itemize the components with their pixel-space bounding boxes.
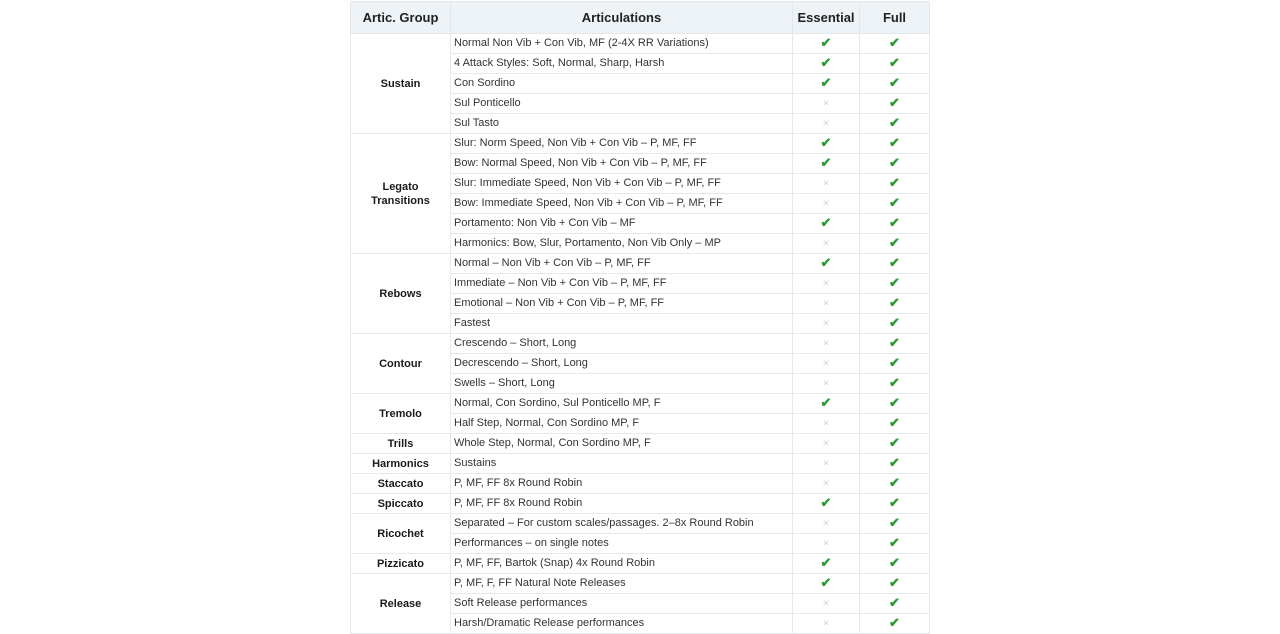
check-icon: ✔ bbox=[820, 75, 832, 90]
table-row bbox=[351, 434, 930, 454]
full-cell bbox=[860, 54, 930, 74]
check-icon: ✔ bbox=[820, 35, 832, 50]
full-cell bbox=[860, 454, 930, 474]
full-cell bbox=[860, 114, 930, 134]
essential-cell bbox=[793, 74, 860, 94]
cross-icon: ✕ bbox=[822, 418, 830, 428]
check-icon: ✔ bbox=[889, 435, 900, 450]
articulation-cell: Whole Step, Normal, Con Sordino MP, F bbox=[451, 434, 793, 454]
cross-icon: ✕ bbox=[822, 298, 830, 308]
essential-cell bbox=[793, 534, 860, 554]
articulation-cell: Portamento: Non Vib + Con Vib – MF bbox=[451, 214, 793, 234]
cross-icon: ✕ bbox=[822, 238, 830, 248]
articulation-cell: Normal Non Vib + Con Vib, MF (2-4X RR Variations) bbox=[451, 34, 793, 54]
articulation-cell: Sul Ponticello bbox=[451, 94, 793, 114]
essential-cell bbox=[793, 94, 860, 114]
check-icon: ✔ bbox=[889, 595, 900, 610]
articulation-cell: Half Step, Normal, Con Sordino MP, F bbox=[451, 414, 793, 434]
full-cell bbox=[860, 394, 930, 414]
artic-group-cell: Trills bbox=[351, 434, 451, 454]
check-icon: ✔ bbox=[820, 495, 832, 510]
full-cell bbox=[860, 254, 930, 274]
essential-cell bbox=[793, 134, 860, 154]
table-row bbox=[351, 34, 930, 54]
articulation-cell: Soft Release performances bbox=[451, 594, 793, 614]
full-cell bbox=[860, 414, 930, 434]
full-cell bbox=[860, 494, 930, 514]
cross-icon: ✕ bbox=[822, 278, 830, 288]
cross-icon: ✕ bbox=[822, 478, 830, 488]
header-row bbox=[351, 2, 930, 34]
cross-icon: ✕ bbox=[822, 198, 830, 208]
full-cell bbox=[860, 194, 930, 214]
full-cell bbox=[860, 74, 930, 94]
check-icon: ✔ bbox=[889, 315, 900, 330]
full-cell bbox=[860, 154, 930, 174]
cross-icon: ✕ bbox=[822, 358, 830, 368]
check-icon: ✔ bbox=[889, 375, 900, 390]
full-cell bbox=[860, 294, 930, 314]
essential-cell bbox=[793, 214, 860, 234]
check-icon: ✔ bbox=[820, 215, 832, 230]
check-icon: ✔ bbox=[889, 295, 900, 310]
articulation-cell: Con Sordino bbox=[451, 74, 793, 94]
check-icon: ✔ bbox=[820, 155, 832, 170]
articulation-cell: Sustains bbox=[451, 454, 793, 474]
artic-group-cell: Legato Transitions bbox=[351, 134, 451, 254]
check-icon: ✔ bbox=[889, 555, 900, 570]
check-icon: ✔ bbox=[889, 575, 900, 590]
table-row bbox=[351, 474, 930, 494]
table-row bbox=[351, 454, 930, 474]
check-icon: ✔ bbox=[889, 415, 900, 430]
cross-icon: ✕ bbox=[822, 458, 830, 468]
full-cell bbox=[860, 554, 930, 574]
check-icon: ✔ bbox=[889, 495, 900, 510]
table-row bbox=[351, 574, 930, 594]
full-cell bbox=[860, 274, 930, 294]
table-row bbox=[351, 554, 930, 574]
cross-icon: ✕ bbox=[822, 518, 830, 528]
check-icon: ✔ bbox=[889, 535, 900, 550]
articulation-cell: Harmonics: Bow, Slur, Portamento, Non Vib Only – MP bbox=[451, 234, 793, 254]
essential-cell bbox=[793, 614, 860, 634]
artic-group-cell: Sustain bbox=[351, 34, 451, 134]
check-icon: ✔ bbox=[889, 215, 900, 230]
check-icon: ✔ bbox=[889, 235, 900, 250]
cross-icon: ✕ bbox=[822, 438, 830, 448]
articulation-cell: P, MF, FF 8x Round Robin bbox=[451, 474, 793, 494]
articulation-cell: Immediate – Non Vib + Con Vib – P, MF, FF bbox=[451, 274, 793, 294]
essential-cell bbox=[793, 494, 860, 514]
articulation-cell: Crescendo – Short, Long bbox=[451, 334, 793, 354]
essential-cell bbox=[793, 374, 860, 394]
check-icon: ✔ bbox=[889, 455, 900, 470]
articulation-cell: Performances – on single notes bbox=[451, 534, 793, 554]
essential-cell bbox=[793, 294, 860, 314]
check-icon: ✔ bbox=[889, 55, 900, 70]
articulation-cell: Bow: Immediate Speed, Non Vib + Con Vib – P, MF, FF bbox=[451, 194, 793, 214]
articulation-cell: Harsh/Dramatic Release performances bbox=[451, 614, 793, 634]
full-cell bbox=[860, 174, 930, 194]
check-icon: ✔ bbox=[889, 355, 900, 370]
full-cell bbox=[860, 614, 930, 634]
check-icon: ✔ bbox=[889, 615, 900, 630]
full-cell bbox=[860, 34, 930, 54]
check-icon: ✔ bbox=[820, 575, 832, 590]
artic-group-cell: Spiccato bbox=[351, 494, 451, 514]
check-icon: ✔ bbox=[820, 555, 832, 570]
essential-cell bbox=[793, 34, 860, 54]
essential-cell bbox=[793, 114, 860, 134]
cross-icon: ✕ bbox=[822, 178, 830, 188]
essential-cell bbox=[793, 514, 860, 534]
essential-cell bbox=[793, 174, 860, 194]
cross-icon: ✕ bbox=[822, 598, 830, 608]
essential-cell bbox=[793, 434, 860, 454]
artic-group-cell: Pizzicato bbox=[351, 554, 451, 574]
articulation-table bbox=[350, 1, 930, 634]
articulation-cell: Emotional – Non Vib + Con Vib – P, MF, FF bbox=[451, 294, 793, 314]
full-cell bbox=[860, 374, 930, 394]
essential-cell bbox=[793, 554, 860, 574]
essential-cell bbox=[793, 474, 860, 494]
table-row bbox=[351, 394, 930, 414]
cross-icon: ✕ bbox=[822, 338, 830, 348]
check-icon: ✔ bbox=[889, 75, 900, 90]
check-icon: ✔ bbox=[889, 335, 900, 350]
full-cell bbox=[860, 234, 930, 254]
check-icon: ✔ bbox=[889, 155, 900, 170]
full-cell bbox=[860, 434, 930, 454]
articulation-cell: Separated – For custom scales/passages. 2–8x Round Robin bbox=[451, 514, 793, 534]
table-row bbox=[351, 254, 930, 274]
artic-group-cell: Contour bbox=[351, 334, 451, 394]
table-row bbox=[351, 334, 930, 354]
artic-group-cell: Ricochet bbox=[351, 514, 451, 554]
full-cell bbox=[860, 474, 930, 494]
full-cell bbox=[860, 314, 930, 334]
essential-cell bbox=[793, 54, 860, 74]
check-icon: ✔ bbox=[889, 135, 900, 150]
table-header bbox=[351, 2, 930, 34]
check-icon: ✔ bbox=[889, 195, 900, 210]
table-body bbox=[351, 34, 930, 634]
articulation-cell: P, MF, F, FF Natural Note Releases bbox=[451, 574, 793, 594]
full-cell bbox=[860, 354, 930, 374]
table-row bbox=[351, 514, 930, 534]
articulation-cell: Sul Tasto bbox=[451, 114, 793, 134]
essential-cell bbox=[793, 394, 860, 414]
articulation-cell: 4 Attack Styles: Soft, Normal, Sharp, Harsh bbox=[451, 54, 793, 74]
full-cell bbox=[860, 94, 930, 114]
check-icon: ✔ bbox=[889, 115, 900, 130]
essential-cell bbox=[793, 314, 860, 334]
artic-group-cell: Release bbox=[351, 574, 451, 634]
cross-icon: ✕ bbox=[822, 378, 830, 388]
essential-cell bbox=[793, 594, 860, 614]
header-articulations: Articulations bbox=[451, 2, 793, 34]
check-icon: ✔ bbox=[820, 55, 832, 70]
articulation-cell: Slur: Immediate Speed, Non Vib + Con Vib – P, MF, FF bbox=[451, 174, 793, 194]
full-cell bbox=[860, 594, 930, 614]
header-artic-group: Artic. Group bbox=[351, 2, 451, 34]
check-icon: ✔ bbox=[889, 395, 900, 410]
artic-group-cell: Staccato bbox=[351, 474, 451, 494]
articulation-cell: P, MF, FF, Bartok (Snap) 4x Round Robin bbox=[451, 554, 793, 574]
header-essential: Essential bbox=[793, 2, 860, 34]
articulation-cell: Normal, Con Sordino, Sul Ponticello MP, F bbox=[451, 394, 793, 414]
essential-cell bbox=[793, 334, 860, 354]
articulation-cell: Fastest bbox=[451, 314, 793, 334]
full-cell bbox=[860, 514, 930, 534]
check-icon: ✔ bbox=[889, 515, 900, 530]
check-icon: ✔ bbox=[820, 135, 832, 150]
essential-cell bbox=[793, 574, 860, 594]
cross-icon: ✕ bbox=[822, 618, 830, 628]
essential-cell bbox=[793, 454, 860, 474]
articulation-cell: Bow: Normal Speed, Non Vib + Con Vib – P, MF, FF bbox=[451, 154, 793, 174]
full-cell bbox=[860, 214, 930, 234]
essential-cell bbox=[793, 354, 860, 374]
full-cell bbox=[860, 534, 930, 554]
full-cell bbox=[860, 134, 930, 154]
check-icon: ✔ bbox=[820, 395, 832, 410]
full-cell bbox=[860, 574, 930, 594]
table-row bbox=[351, 134, 930, 154]
check-icon: ✔ bbox=[889, 95, 900, 110]
essential-cell bbox=[793, 414, 860, 434]
cross-icon: ✕ bbox=[822, 318, 830, 328]
articulation-cell: Normal – Non Vib + Con Vib – P, MF, FF bbox=[451, 254, 793, 274]
essential-cell bbox=[793, 274, 860, 294]
articulation-cell: Swells – Short, Long bbox=[451, 374, 793, 394]
articulation-cell: P, MF, FF 8x Round Robin bbox=[451, 494, 793, 514]
essential-cell bbox=[793, 194, 860, 214]
full-cell bbox=[860, 334, 930, 354]
header-full: Full bbox=[860, 2, 930, 34]
cross-icon: ✕ bbox=[822, 118, 830, 128]
cross-icon: ✕ bbox=[822, 538, 830, 548]
articulation-table-container bbox=[350, 1, 929, 634]
check-icon: ✔ bbox=[889, 275, 900, 290]
check-icon: ✔ bbox=[889, 35, 900, 50]
check-icon: ✔ bbox=[889, 255, 900, 270]
artic-group-cell: Rebows bbox=[351, 254, 451, 334]
check-icon: ✔ bbox=[820, 255, 832, 270]
articulation-cell: Slur: Norm Speed, Non Vib + Con Vib – P, MF, FF bbox=[451, 134, 793, 154]
check-icon: ✔ bbox=[889, 175, 900, 190]
check-icon: ✔ bbox=[889, 475, 900, 490]
essential-cell bbox=[793, 254, 860, 274]
artic-group-cell: Harmonics bbox=[351, 454, 451, 474]
artic-group-cell: Tremolo bbox=[351, 394, 451, 434]
essential-cell bbox=[793, 154, 860, 174]
cross-icon: ✕ bbox=[822, 98, 830, 108]
table-row bbox=[351, 494, 930, 514]
essential-cell bbox=[793, 234, 860, 254]
articulation-cell: Decrescendo – Short, Long bbox=[451, 354, 793, 374]
